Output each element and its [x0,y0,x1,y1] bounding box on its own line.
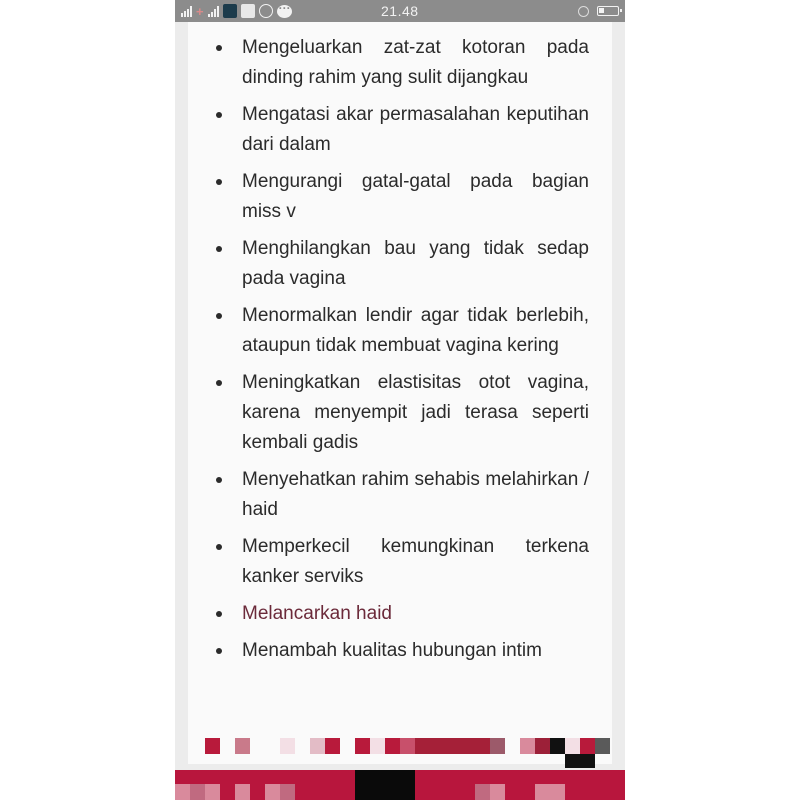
bullet-icon [216,112,222,118]
alarm-icon [578,6,589,17]
list-item [188,100,612,160]
status-bar [175,0,625,22]
list-item [188,636,612,666]
list-item-text: Memperkecil kemungkinan terkena kanker serviks [242,536,589,587]
bullet-icon [216,477,222,483]
list-item-text: Meningkatkan elastisitas otot vagina, karena menyempit jadi terasa seperti kembali gadis [242,372,589,453]
list-item-text: Menormalkan lendir agar tidak berlebih, ataupun tidak membuat vagina kering [242,305,589,356]
list-item-text: Mengatasi akar permasalahan keputihan dari dalam [242,104,589,155]
list-item-link-text[interactable]: Melancarkan haid [242,603,392,624]
bullet-icon [216,648,222,654]
list-item [188,465,612,525]
bottom-bar [175,770,625,800]
list-item [188,33,612,93]
signal-2-icon [208,6,219,17]
article-content [188,22,612,764]
notification-plus-icon: + [196,3,204,19]
clock: 21.48 [381,3,419,19]
list-item [188,167,612,227]
battery-icon [597,6,619,16]
status-icons-left [175,0,292,22]
list-item-text: Mengeluarkan zat-zat kotoran pada dinding rahim yang sulit dijangkau [242,37,589,88]
list-item [188,532,612,592]
status-icons-right [578,0,619,22]
download-icon [241,4,255,18]
benefits-list [188,33,612,666]
list-item [188,301,612,361]
signal-1-icon [181,6,192,17]
bullet-icon [216,380,222,386]
bullet-icon [216,246,222,252]
list-item-text: Mengurangi gatal-gatal pada bagian miss v [242,171,589,222]
bullet-icon [216,313,222,319]
bullet-icon [216,45,222,51]
list-item-link[interactable] [188,599,612,629]
list-item-text: Menyehatkan rahim sehabis melahirkan / haid [242,469,589,520]
censored-region [175,738,625,756]
list-item-text: Menghilangkan bau yang tidak sedap pada vagina [242,238,589,289]
bullet-icon [216,179,222,185]
bullet-icon [216,611,222,617]
bullet-icon [216,544,222,550]
whatsapp-icon [259,4,273,18]
chat-bubble-icon [277,5,292,18]
list-item [188,368,612,458]
app-icon [223,4,237,18]
list-item-text: Menambah kualitas hubungan intim [242,640,542,661]
list-item [188,234,612,294]
phone-screen [175,0,625,800]
